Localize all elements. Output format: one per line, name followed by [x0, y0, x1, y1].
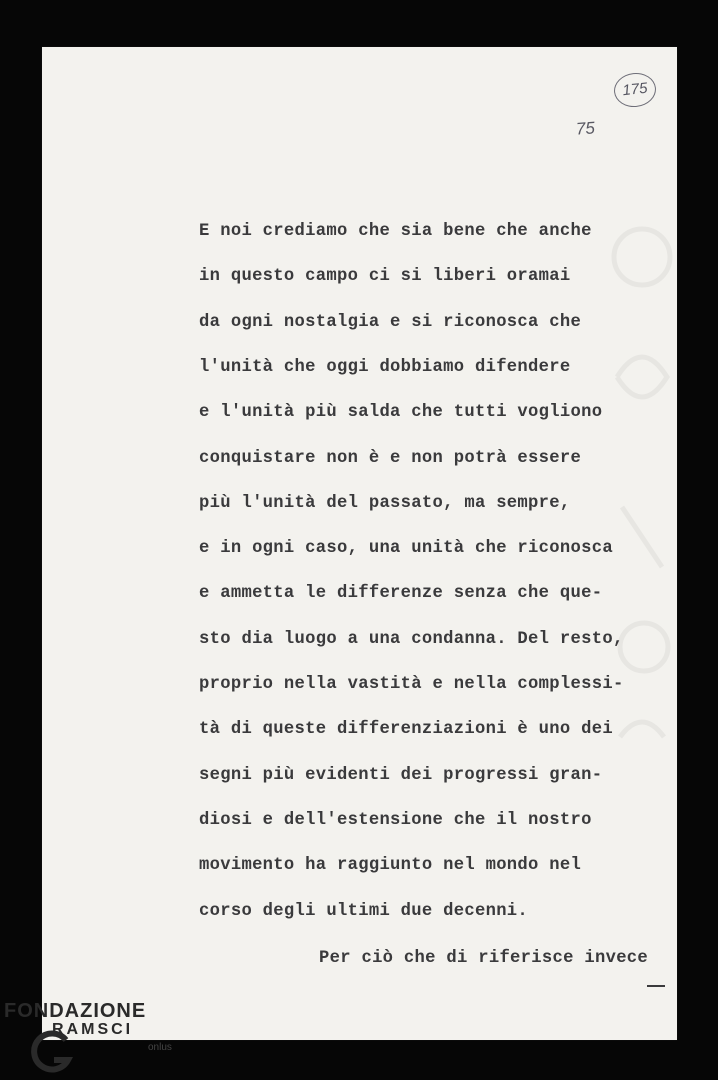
underline-mark	[647, 985, 665, 987]
text-line-last: Per ciò che di riferisce invece	[319, 949, 649, 968]
text-line: da ogni nostalgia e si riconosca che	[199, 312, 582, 332]
text-line: e l'unità più salda che tutti vogliono	[199, 403, 603, 423]
text-line: l'unità che oggi dobbiamo difendere	[199, 357, 571, 377]
text-line: in questo campo ci si liberi oramai	[199, 267, 571, 287]
text-line: tà di queste differenziazioni è uno dei	[199, 720, 613, 740]
text-line: diosi e dell'estensione che il nostro	[199, 810, 592, 830]
text-line: e in ogni caso, una unità che riconosca	[199, 539, 613, 559]
foundation-watermark	[4, 1000, 184, 1078]
text-line: E noi crediamo che sia bene che anche	[199, 222, 592, 241]
archive-number-stamp: 175	[612, 71, 657, 109]
text-line: movimento ha raggiunto nel mondo nel	[199, 856, 582, 876]
text-line: proprio nella vastità e nella complessi-	[199, 675, 624, 694]
bleed-through-marks	[602, 177, 682, 797]
text-line: corso degli ultimi due decenni.	[199, 901, 529, 921]
text-line: sto dia luogo a una condanna. Del resto,	[199, 629, 624, 649]
watermark-subtitle: RAMSCI	[52, 1021, 134, 1038]
text-line: conquistare non è e non potrà essere	[199, 448, 582, 468]
watermark-title: FONDAZIONE	[4, 1000, 147, 1022]
handwritten-page-number: 75	[575, 118, 596, 139]
text-line: più l'unità del passato, ma sempre,	[199, 493, 571, 513]
text-line: segni più evidenti dei progressi gran-	[199, 765, 603, 785]
typewritten-page	[42, 47, 677, 1040]
text-line: e ammetta le differenze senza che que-	[199, 584, 603, 604]
watermark-suffix: onlus	[148, 1042, 172, 1053]
